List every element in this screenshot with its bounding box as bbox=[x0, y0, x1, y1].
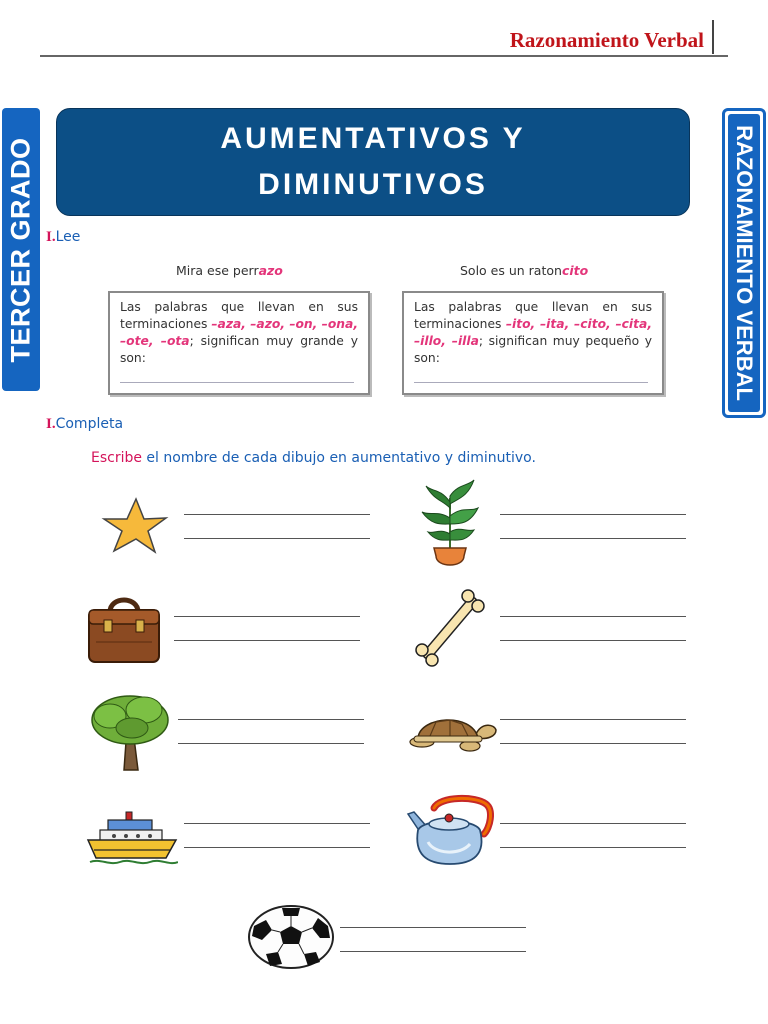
answer-line[interactable] bbox=[500, 719, 686, 720]
instruction-text: el nombre de cada dibujo en aumentativo y diminutivo. bbox=[141, 450, 536, 466]
answer-line[interactable] bbox=[414, 382, 648, 383]
answer-line[interactable] bbox=[500, 847, 686, 848]
star-icon bbox=[100, 496, 170, 556]
page-title: AUMENTATIVOS Y DIMINUTIVOS bbox=[220, 122, 526, 201]
answer-line[interactable] bbox=[500, 823, 686, 824]
subject-side-tab bbox=[722, 108, 766, 418]
answer-line[interactable] bbox=[184, 538, 370, 539]
answer-line[interactable] bbox=[174, 640, 360, 641]
answer-line[interactable] bbox=[500, 743, 686, 744]
tree-icon bbox=[86, 692, 172, 772]
bone-icon bbox=[412, 588, 488, 668]
answer-line[interactable] bbox=[120, 382, 354, 383]
answer-line[interactable] bbox=[500, 616, 686, 617]
header-divider bbox=[712, 20, 714, 54]
header-rule bbox=[40, 55, 728, 57]
caption-text: Mira ese perr bbox=[176, 263, 259, 278]
instruction-verb: Escribe bbox=[91, 450, 142, 466]
diminutivo-rule-box bbox=[402, 291, 664, 395]
answer-line[interactable] bbox=[340, 951, 526, 952]
section-lee-heading bbox=[46, 229, 80, 246]
title-banner bbox=[56, 108, 690, 216]
caption-suffix: azo bbox=[258, 263, 283, 278]
grade-side-tab bbox=[2, 108, 40, 391]
rule-text: Las palabras que llevan en sus terminaciones –ito, –ita, –cito, –cita, –illo, –illa; significan muy pequeño y son: bbox=[414, 300, 652, 365]
diminutivo-caption bbox=[460, 263, 588, 278]
boat-icon bbox=[86, 806, 178, 866]
section-number: I. bbox=[46, 229, 56, 245]
answer-line[interactable] bbox=[184, 823, 370, 824]
answer-line[interactable] bbox=[184, 847, 370, 848]
aumentativo-caption bbox=[176, 263, 283, 278]
caption-text: Solo es un raton bbox=[460, 263, 562, 278]
instruction bbox=[91, 450, 536, 466]
answer-line[interactable] bbox=[500, 538, 686, 539]
caption-suffix: cito bbox=[561, 263, 589, 278]
endings: –ito, –ita, –cito, –cita, –illo, –illa bbox=[414, 317, 652, 348]
section-completa-heading bbox=[46, 416, 123, 433]
potted-plant-icon bbox=[420, 478, 480, 574]
aumentativo-rule-box bbox=[108, 291, 370, 395]
subject-label: RAZONAMIENTO VERBAL bbox=[732, 125, 757, 401]
answer-line[interactable] bbox=[500, 514, 686, 515]
section-label: Completa bbox=[55, 416, 124, 432]
section-label: Lee bbox=[55, 229, 81, 245]
kettle-icon bbox=[404, 794, 496, 870]
answer-line[interactable] bbox=[340, 927, 526, 928]
answer-line[interactable] bbox=[500, 640, 686, 641]
answer-line[interactable] bbox=[178, 719, 364, 720]
soccer-ball-icon bbox=[246, 904, 336, 970]
header-title: Razonamiento Verbal bbox=[509, 28, 704, 52]
rule-text: Las palabras que llevan en sus terminaciones –aza, –azo, –on, –ona, –ote, –ota; significan muy grande y son: bbox=[120, 300, 358, 365]
answer-line[interactable] bbox=[184, 514, 370, 515]
endings: –aza, –azo, –on, –ona, –ote, –ota bbox=[120, 317, 358, 348]
answer-line[interactable] bbox=[174, 616, 360, 617]
suitcase-icon bbox=[86, 594, 162, 664]
grade-label: TERCER GRADO bbox=[5, 136, 36, 363]
answer-line[interactable] bbox=[178, 743, 364, 744]
section-number: I. bbox=[46, 416, 56, 432]
turtle-icon bbox=[406, 708, 498, 754]
